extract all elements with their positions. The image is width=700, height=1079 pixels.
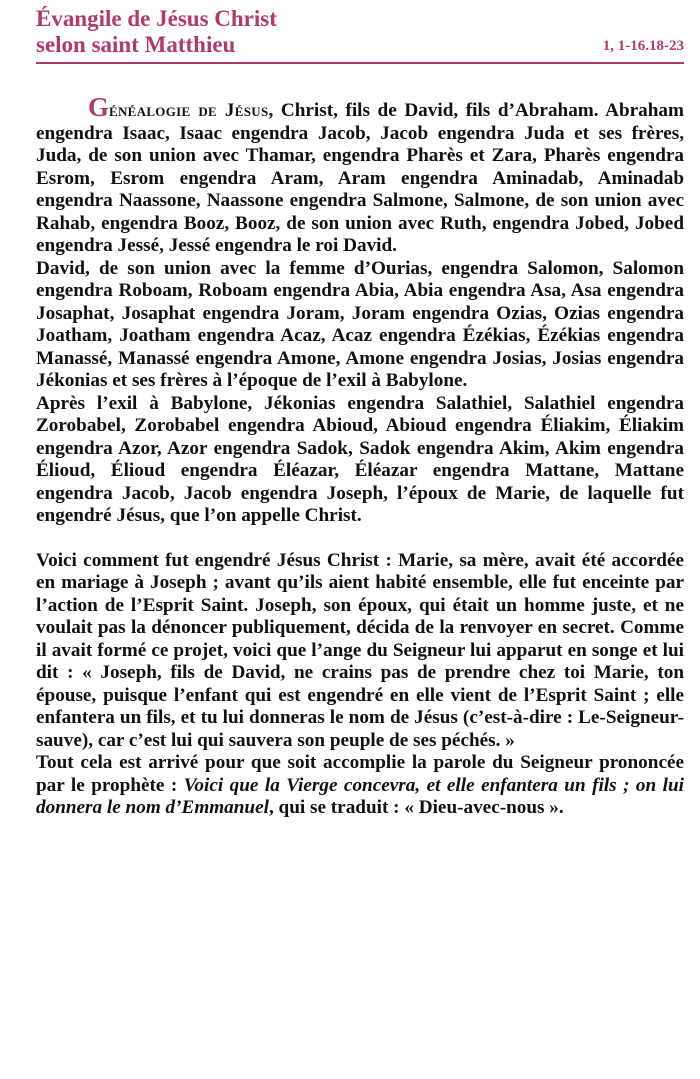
gospel-title-line-2: selon saint Matthieu: [36, 32, 236, 57]
prophecy-quote: Voici que la Vierge concevra, et elle enfantera un fils ; on lui donnera le nom d’Emmanuel: [36, 774, 685, 818]
nativity-paragraph-2: [36, 752, 684, 820]
scripture-reference: 1, 1-16.18-23: [602, 38, 684, 54]
genealogy-paragraph-1-text: , Christ, fils de David, fils d’Abraham. Abraham engendra Isaac, Isaac engendra Jacob, Jacob engendra Juda et ses frères, Juda, de son union avec Thamar, engendra Pharès et Zara, Pharès engendra Esrom, Esrom engendra Aram, Aram engendra Aminadab, Aminadab engendra Naassone, Naassone engendra Salmone, Salmone, de son union avec Rahab, engendra Booz, Booz, de son union avec Ruth, engendra Jobed, Jobed engendra Jessé, Jessé engendra le roi David.: [36, 100, 684, 256]
drop-cap: G: [88, 92, 110, 122]
nativity-paragraph-2-end: , qui se traduit : « Dieu-avec-nous ».: [268, 797, 564, 818]
genealogy-paragraph-1: [36, 92, 684, 258]
genealogy-heading: énéalogie de Jésus: [109, 100, 269, 121]
reading-header: [36, 6, 684, 58]
gospel-text: [36, 92, 685, 820]
gospel-title-line-1: Évangile de Jésus Christ: [36, 6, 277, 31]
nativity-paragraph-2-intro: Tout cela est arrivé pour que soit accomplie la parole du Seigneur prononcée par le prophète :: [36, 752, 684, 796]
header-divider: [36, 62, 684, 64]
nativity-paragraph-1: Voici comment fut engendré Jésus Christ : Marie, sa mère, avait été accordée en mariage à Joseph ; avant qu’ils aient habité ensemble, elle fut enceinte par l’action de l’Esprit Saint. Joseph, son époux, qui était un homme juste, et ne voulait pas la dénoncer publiquement, décida de la renvoyer en secret. Comme il avait formé ce projet, voici que l’ange du Seigneur lui apparut en songe et lui dit : « Joseph, fils de David, ne crains pas de prendre chez toi Marie, ton épouse, puisque l’enfant qui est engendré en elle vient de l’Esprit Saint ; elle enfantera un fils, et tu lui donneras le nom de Jésus (c’est-à-dire : Le-Seigneur-sauve), car c’est lui qui sauvera son peuple de ses péchés. »: [36, 549, 684, 751]
genealogy-paragraph-2: David, de son union avec la femme d’Ourias, engendra Salomon, Salomon engendra Roboam, Roboam engendra Abia, Abia engendra Asa, Asa engendra Josaphat, Josaphat engendra Joram, Joram engendra Ozias, Ozias engendra Joatham, Joatham engendra Acaz, Acaz engendra Ézékias, Ézékias engendra Manassé, Manassé engendra Amone, Amone engendra Josias, Josias engendra Jékonias et ses frères à l’époque de l’exil à Babylone.: [36, 257, 684, 391]
genealogy-paragraph-3: Après l’exil à Babylone, Jékonias engendra Salathiel, Salathiel engendra Zorobabel, Zorobabel engendra Abioud, Abioud engendra Éliakim, Éliakim engendra Azor, Azor engendra Sadok, Sadok engendra Akim, Akim engendra Élioud, Élioud engendra Éléazar, Éléazar engendra Mattane, Mattane engendra Jacob, Jacob engendra Joseph, l’époux de Marie, de laquelle fut engendré Jésus, que l’on appelle Christ.: [36, 392, 684, 526]
